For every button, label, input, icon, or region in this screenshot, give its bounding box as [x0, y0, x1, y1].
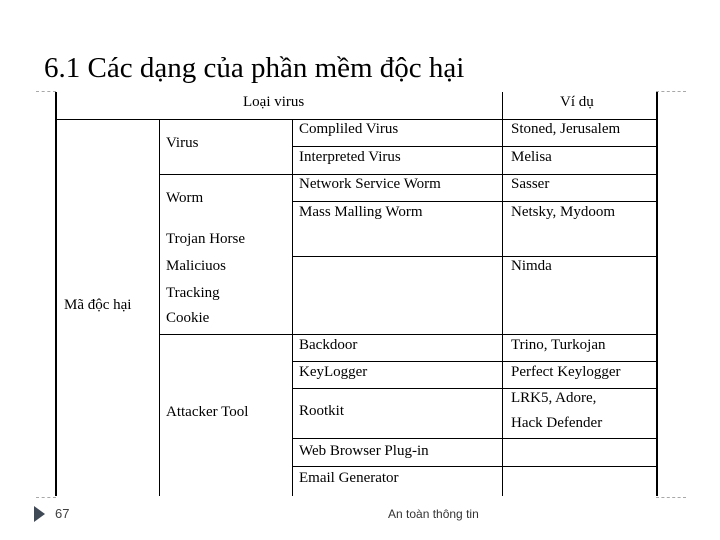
footer-text: An toàn thông tin	[388, 507, 479, 521]
group-virus: Virus	[166, 135, 199, 151]
example-malicious: Nimda	[511, 258, 552, 274]
row-divider	[159, 334, 656, 335]
col-divider	[159, 119, 160, 496]
subtype-mass-mail: Mass Malling Worm	[299, 204, 423, 220]
subtype-keylogger: KeyLogger	[299, 364, 368, 380]
col-divider	[292, 119, 293, 496]
subtype-web-plugin: Web Browser Plug-in	[299, 443, 429, 459]
example-rootkit-line1: LRK5, Adore,	[511, 390, 597, 406]
subtype-backdoor: Backdoor	[299, 337, 358, 353]
example-network-worm: Sasser	[511, 176, 550, 192]
title-divider-right	[656, 91, 686, 92]
header-example: Ví dụ	[560, 94, 594, 110]
row-divider	[292, 361, 656, 362]
title-divider-left	[36, 91, 56, 92]
example-keylogger: Perfect Keylogger	[511, 364, 621, 380]
example-backdoor: Trino, Turkojan	[511, 337, 606, 353]
footer-divider-left	[36, 497, 56, 498]
row-divider	[292, 438, 656, 439]
subtype-network-worm: Network Service Worm	[299, 176, 441, 192]
group-cookie: Cookie	[166, 310, 210, 326]
subtype-compiled: Compliled Virus	[299, 121, 399, 137]
group-tracking: Tracking	[166, 285, 220, 301]
row-divider	[292, 466, 656, 467]
row-divider	[292, 146, 656, 147]
example-rootkit-line2: Hack Defender	[511, 415, 603, 431]
group-trojan: Trojan Horse	[166, 231, 246, 247]
col-divider	[502, 92, 503, 496]
malware-table	[55, 92, 658, 496]
group-malicious: Maliciuos	[166, 258, 226, 274]
slide-title: 6.1 Các dạng của phần mềm độc hại	[44, 52, 465, 84]
example-mass-mail: Netsky, Mydoom	[511, 204, 616, 220]
example-compiled: Stoned, Jerusalem	[511, 121, 621, 137]
row-divider	[292, 388, 656, 389]
subtype-interpreted: Interpreted Virus	[299, 149, 401, 165]
example-interpreted: Melisa	[511, 149, 552, 165]
footer-arrow-icon	[34, 506, 45, 522]
group-worm: Worm	[166, 190, 204, 206]
category-label: Mã độc hại	[64, 297, 132, 313]
subtype-rootkit: Rootkit	[299, 403, 345, 419]
footer-divider-right	[656, 497, 686, 498]
row-divider	[292, 201, 656, 202]
subtype-email-gen: Email Generator	[299, 470, 399, 486]
group-attacker: Attacker Tool	[166, 404, 249, 420]
row-divider	[292, 256, 656, 257]
header-type: Loại virus	[243, 94, 305, 110]
page-number: 67	[55, 506, 70, 521]
